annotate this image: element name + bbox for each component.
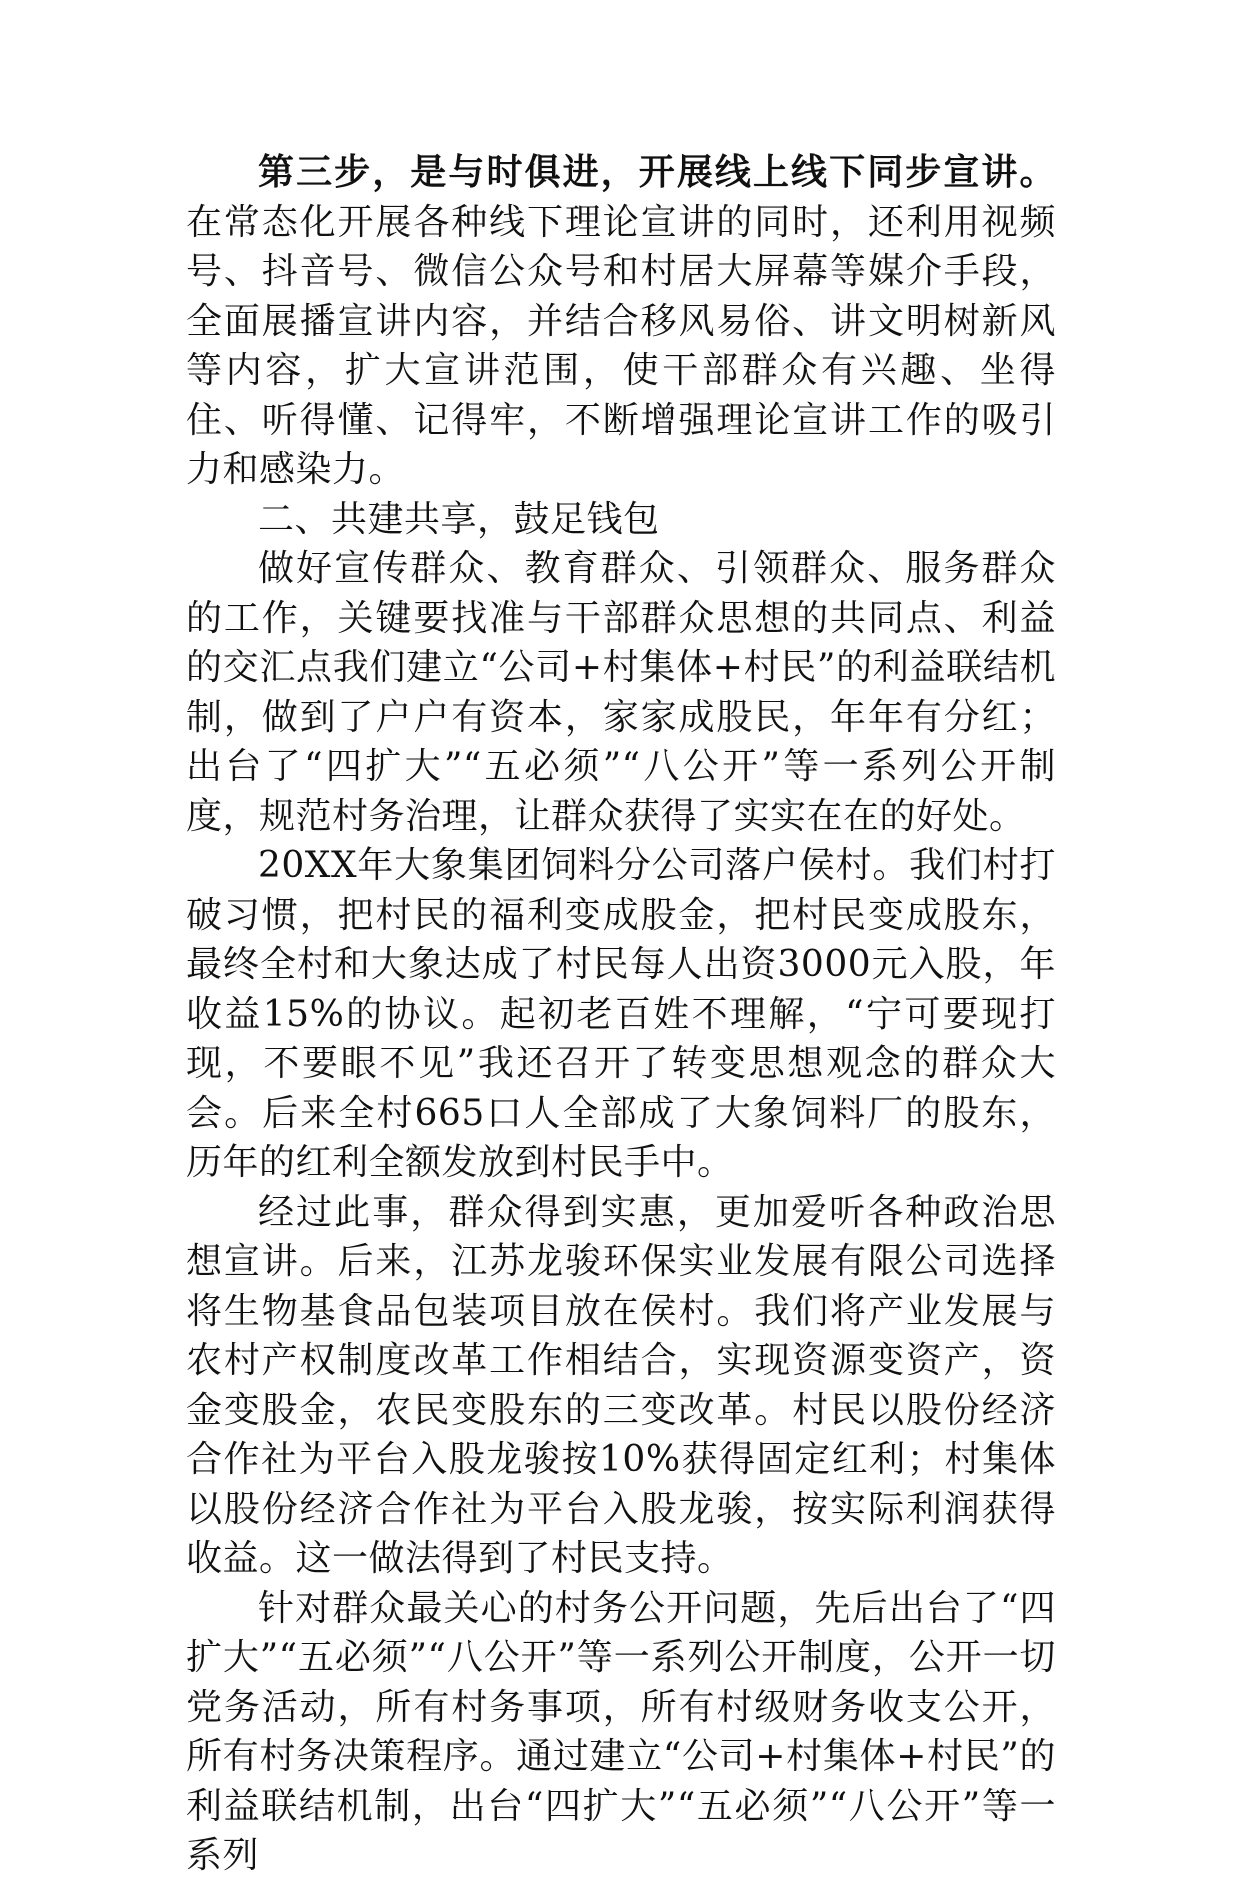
paragraph-lead-bold: 第三步，是与时俱进，开展线上线下同步宣讲。	[258, 151, 1056, 193]
paragraph-body-2: 20XX年大象集团饲料分公司落户侯村。我们村打破习惯，把村民的福利变成股金，把村民变成股东，最终全村和大象达成了村民每人出资3000元入股，年收益15%的协议。起初老百姓不理解，“宁可要现打现，不要眼不见”我还召开了转变思想观念的群众大会。后来全村665口人全部成了大象饲料厂的股东，历年的红利全额发放到村民手中。	[186, 845, 1056, 1183]
paragraph-text: 在常态化开展各种线下理论宣讲的同时，还利用视频号、抖音号、微信公众号和村居大屏幕等媒介手段，全面展播宣讲内容，并结合移风易俗、讲文明树新风等内容，扩大宣讲范围，使干部群众有兴趣、坐得住、听得懂、记得牢，不断增强理论宣讲工作的吸引力和感染力。	[186, 201, 1056, 490]
paragraph-body-1: 做好宣传群众、教育群众、引领群众、服务群众的工作，关键要找准与干部群众思想的共同点、利益的交汇点我们建立“公司+村集体+村民”的利益联结机制，做到了户户有资本，家家成股民，年年有分红；出台了“四扩大”“五必须”“八公开”等一系列公开制度，规范村务治理，让群众获得了实实在在的好处。	[186, 548, 1056, 837]
document-page	[186, 148, 1056, 1881]
section-heading: 二、共建共享，鼓足钱包	[258, 498, 660, 540]
paragraph-body-4: 针对群众最关心的村务公开问题，先后出台了“四扩大”“五必须”“八公开”等一系列公开制度，公开一切党务活动，所有村务事项，所有村级财务收支公开，所有村务决策程序。通过建立“公司+村集体+村民”的利益联结机制，出台“四扩大”“五必须”“八公开”等一系列	[186, 1587, 1056, 1876]
paragraph-body-3: 经过此事，群众得到实惠，更加爱听各种政治思想宣讲。后来，江苏龙骏环保实业发展有限公司选择将生物基食品包装项目放在侯村。我们将产业发展与农村产权制度改革工作相结合，实现资源变资产，资金变股金，农民变股东的三变改革。村民以股份经济合作社为平台入股龙骏按10%获得固定红利；村集体以股份经济合作社为平台入股龙骏，按实际利润获得收益。这一做法得到了村民支持。	[186, 1191, 1056, 1579]
paragraph-step-three	[186, 148, 1056, 495]
